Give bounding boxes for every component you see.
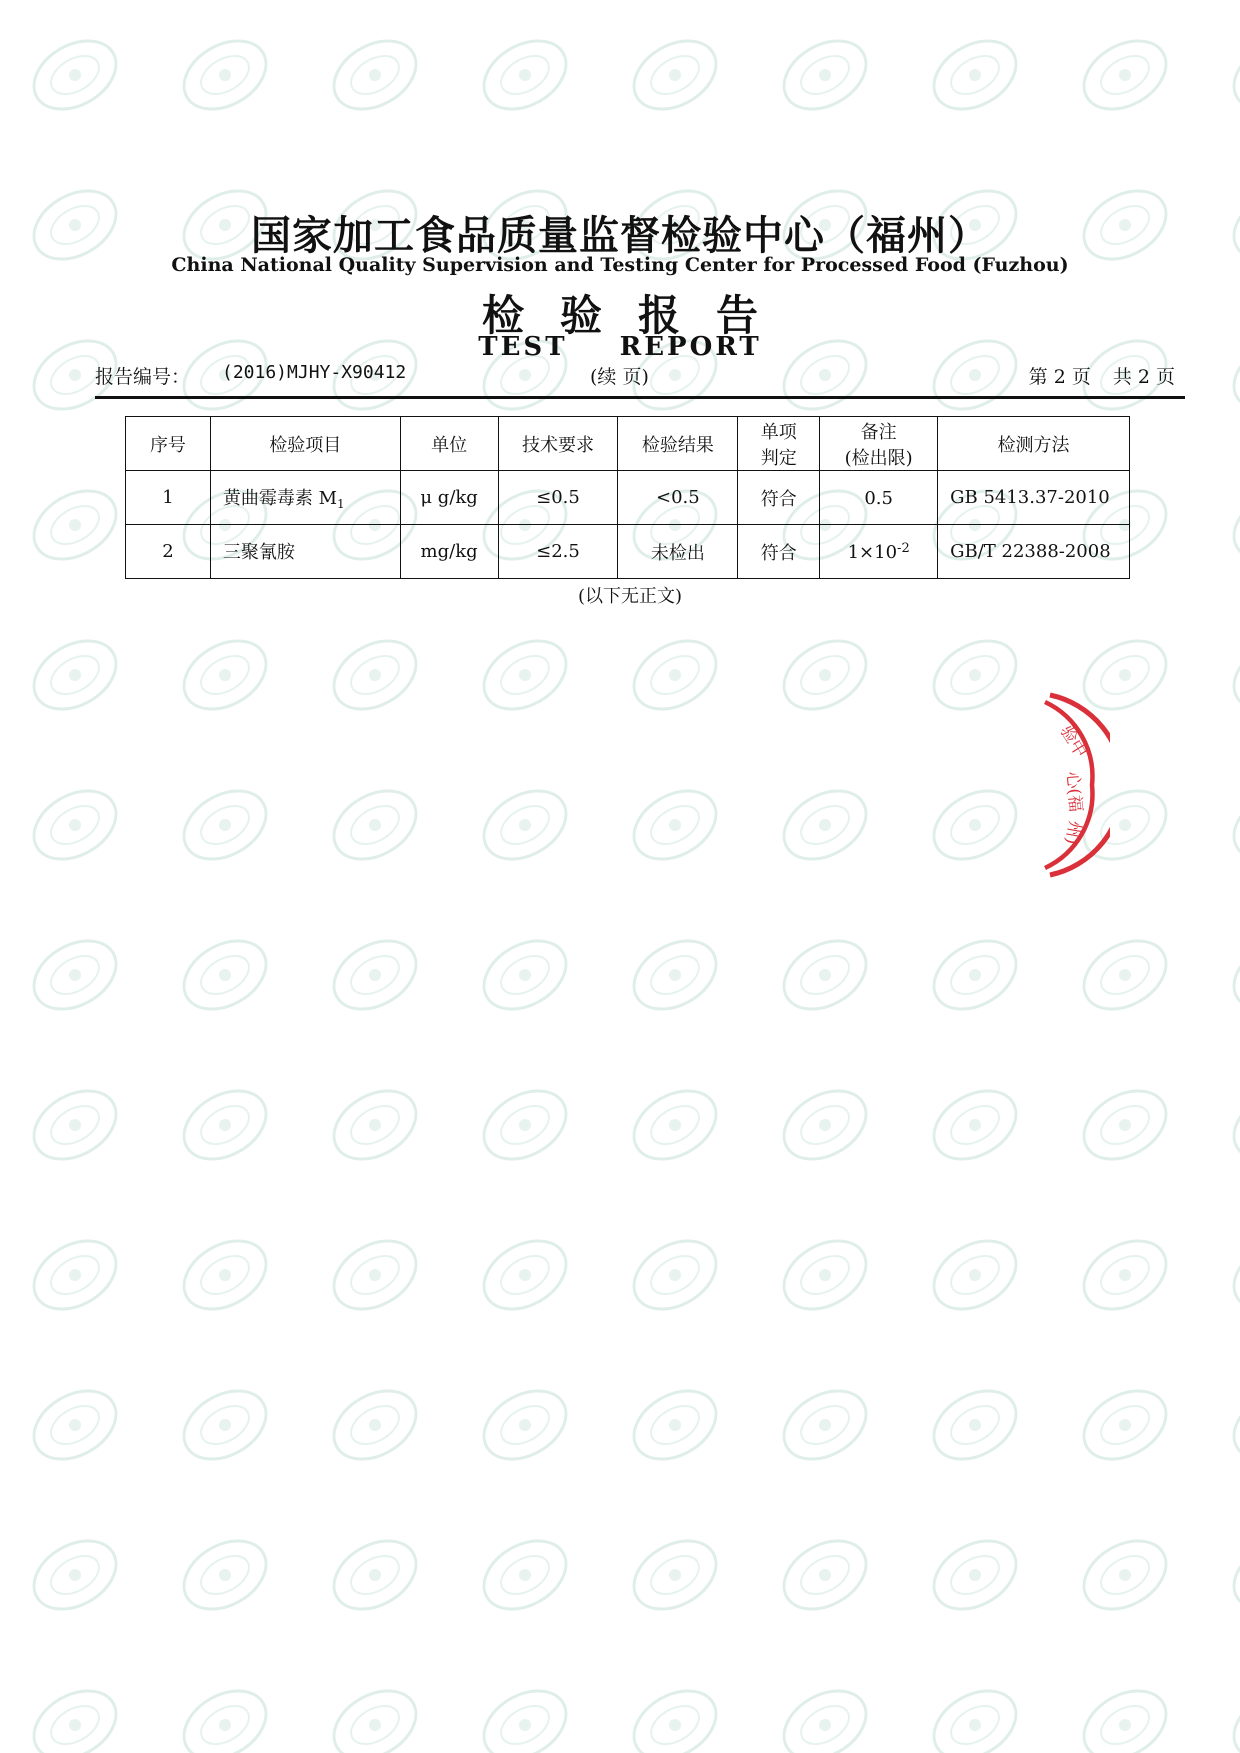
- header-remark: [820, 417, 938, 471]
- cell-requirement: ≤0.5: [498, 471, 618, 525]
- page-total: 共 2 页: [1112, 366, 1175, 388]
- cell-item: [210, 525, 400, 579]
- cell-result: 未检出: [618, 525, 738, 579]
- cell-method: GB 5413.37-2010: [938, 471, 1130, 525]
- header-divider: [95, 396, 1185, 399]
- cell-item: [210, 471, 400, 525]
- header-item: 检验项目: [210, 417, 400, 471]
- header-judgement-line2: 判定: [760, 447, 797, 469]
- page-current: 第 2 页: [1028, 366, 1091, 388]
- cell-remark-text: 1×10: [847, 541, 898, 563]
- official-seal-stamp: [1040, 690, 1110, 880]
- header-no: 序号: [126, 417, 211, 471]
- header-method: 检测方法: [938, 417, 1130, 471]
- results-table: [125, 416, 1130, 579]
- continued-page-label: (续 页): [590, 366, 649, 388]
- header-remark-line1: 备注: [860, 421, 897, 443]
- report-title-cn: 检验报告: [481, 291, 794, 340]
- header-unit: 单位: [400, 417, 498, 471]
- cell-remark: [820, 471, 938, 525]
- header-judgement-line1: 单项: [760, 421, 797, 443]
- cell-judgement: 符合: [738, 525, 820, 579]
- institution-title-en: China National Quality Supervision and Testing Center for Processed Food (Fuzhou): [171, 254, 1069, 276]
- table-row: [126, 471, 1130, 525]
- report-title-en: TEST REPORT: [478, 332, 762, 362]
- cell-remark: [820, 525, 938, 579]
- header-result: 检验结果: [618, 417, 738, 471]
- svg-text:验中: 验中: [1055, 722, 1091, 762]
- page-indicator: [1007, 362, 1175, 389]
- institution-title-cn: 国家加工食品质量监督检验中心（福州）: [251, 212, 989, 259]
- cell-item-text: 黄曲霉毒素 M: [222, 488, 338, 509]
- cell-method: GB/T 22388-2008: [938, 525, 1130, 579]
- header-judgement: [738, 417, 820, 471]
- report-meta: [95, 362, 1175, 392]
- cell-remark-superscript: -2: [897, 540, 910, 556]
- svg-text:心(福: 心(福: [1062, 770, 1086, 813]
- cell-remark-text: 0.5: [864, 487, 893, 509]
- table-row: [126, 525, 1130, 579]
- report-number-value: (2016)MJHY-X90412: [222, 362, 407, 383]
- end-of-text-note: (以下无正文): [577, 586, 683, 607]
- report-number-label: 报告编号：: [95, 366, 191, 388]
- cell-result: <0.5: [618, 471, 738, 525]
- header-requirement: 技术要求: [498, 417, 618, 471]
- cell-no: 1: [126, 471, 211, 525]
- svg-text:州): 州): [1060, 819, 1085, 846]
- cell-judgement: 符合: [738, 471, 820, 525]
- cell-requirement: ≤2.5: [498, 525, 618, 579]
- cell-item-text: 三聚氰胺: [222, 542, 295, 563]
- table-header-row: [126, 417, 1130, 471]
- header-remark-line2: (检出限): [844, 447, 913, 469]
- cell-unit: μ g/kg: [400, 471, 498, 525]
- cell-unit: mg/kg: [400, 525, 498, 579]
- cell-item-subscript: 1: [337, 497, 345, 511]
- cell-no: 2: [126, 525, 211, 579]
